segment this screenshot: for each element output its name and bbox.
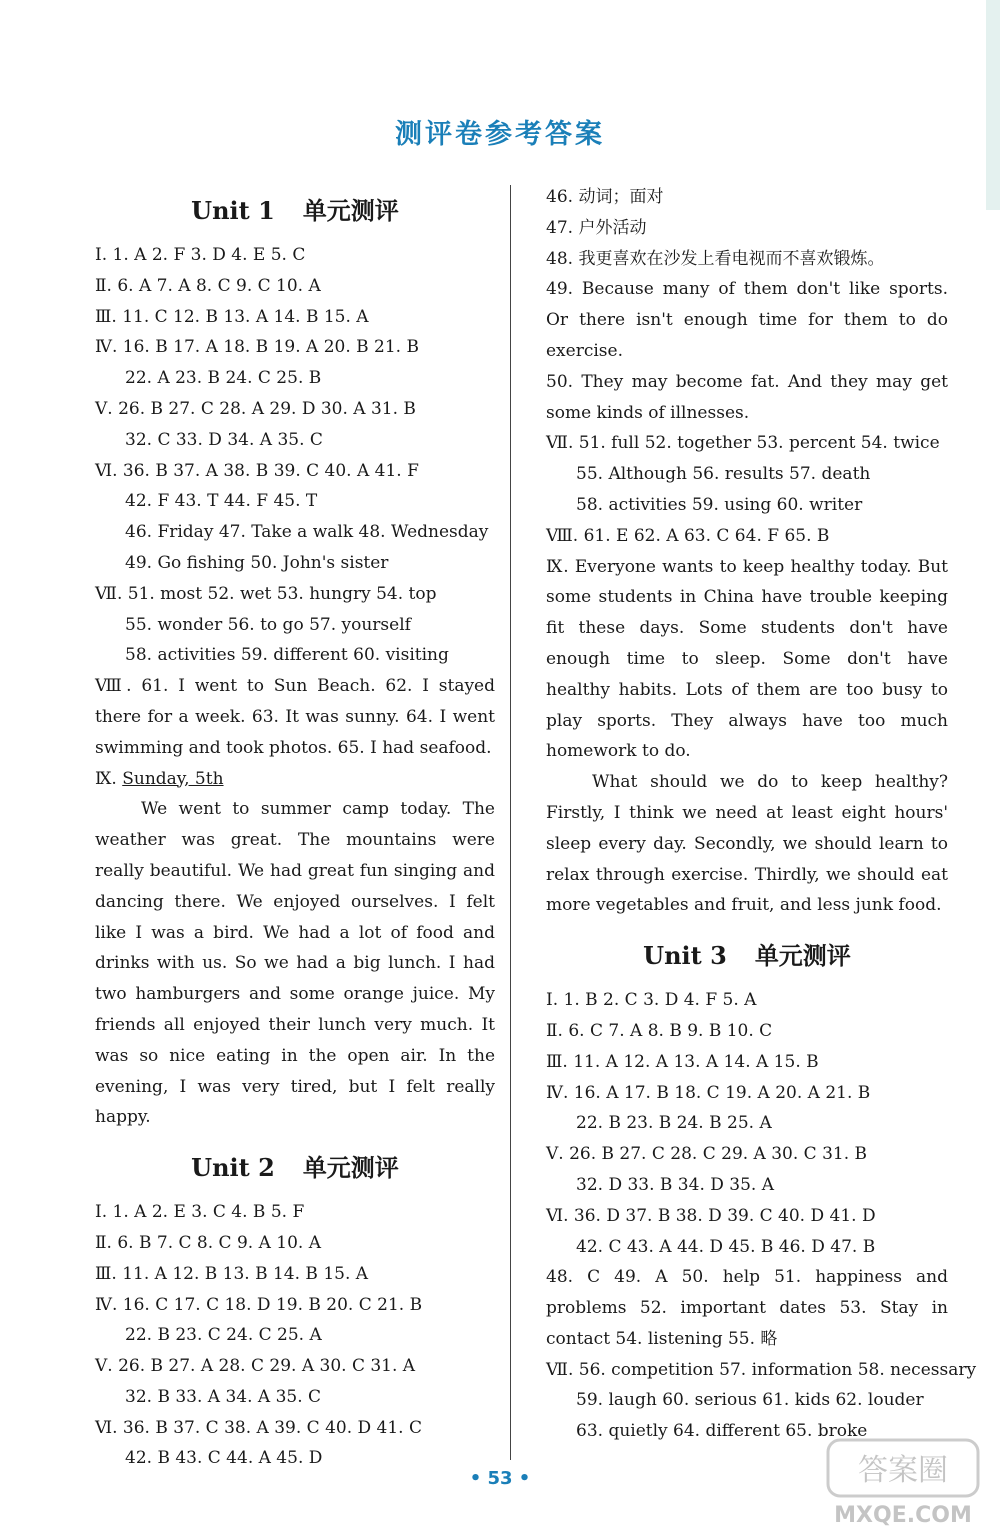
answer-line: 32. C 33. D 34. A 35. C [125, 429, 323, 450]
answer-q50: 50. They may become fat. And they may get some kinds of illnesses. [546, 371, 948, 423]
unit3-heading-unit: Unit 3 [643, 941, 727, 971]
watermark-logo [818, 1436, 988, 1532]
answer-line: Ⅶ. 51. most 52. wet 53. hungry 54. top [95, 583, 437, 604]
unit2-heading-text: 单元测评 [302, 1153, 399, 1183]
answer-line: 32. B 33. A 34. A 35. C [125, 1386, 322, 1407]
answer-line: 55. wonder 56. to go 57. yourself [125, 614, 411, 635]
answer-line: Ⅵ. 36. D 37. B 38. D 39. C 40. D 41. D [546, 1205, 876, 1226]
page-title: 测评卷参考答案 [395, 119, 605, 150]
right-column [546, 182, 977, 1447]
section-label: Ⅸ. [95, 768, 117, 789]
answer-line: Ⅳ. 16. C 17. C 18. D 19. B 20. C 21. B [95, 1294, 423, 1315]
answer-line: Ⅵ. 36. B 37. A 38. B 39. C 40. A 41. F [95, 460, 419, 481]
page-edge-strip [986, 0, 1000, 210]
answer-line: 46. Friday 47. Take a walk 48. Wednesday [125, 522, 489, 543]
answer-line: Ⅰ. 1. B 2. C 3. D 4. F 5. A [546, 990, 757, 1011]
answer-line: Ⅴ. 26. B 27. C 28. A 29. D 30. A 31. B [95, 398, 416, 419]
answer-line: 58. activities 59. different 60. visiting [125, 645, 449, 666]
answer-line: Ⅵ. 36. B 37. C 38. A 39. C 40. D 41. C [95, 1417, 422, 1438]
answer-line: Ⅴ. 26. B 27. A 28. C 29. A 30. C 31. A [95, 1356, 416, 1377]
answer-line: 58. activities 59. using 60. writer [576, 494, 863, 515]
answer-line: Ⅴ. 26. B 27. C 28. C 29. A 30. C 31. B [546, 1144, 868, 1165]
answer-line: Ⅲ. 11. A 12. A 13. A 14. A 15. B [546, 1051, 819, 1072]
answer-line: 48. 我更喜欢在沙发上看电视而不喜欢锻炼。 [546, 248, 885, 269]
answer-line: 22. B 23. C 24. C 25. A [125, 1325, 322, 1346]
section-label: Ⅸ. [546, 556, 569, 577]
answer-line: 55. Although 56. results 57. death [576, 464, 871, 485]
svg-text:答案圈: 答案圈 [858, 1453, 948, 1488]
unit2-heading [95, 1139, 495, 1197]
unit1-heading [95, 182, 495, 240]
answer-line: Ⅱ. 6. B 7. C 8. C 9. A 10. A [95, 1232, 321, 1253]
answer-line: 42. C 43. A 44. D 45. B 46. D 47. B [576, 1236, 876, 1257]
answer-line: 32. D 33. B 34. D 35. A [576, 1174, 774, 1195]
answer-line: 46. 动词；面对 [546, 187, 664, 207]
answer-line: Ⅱ. 6. A 7. A 8. C 9. C 10. A [95, 275, 321, 296]
answer-line: Ⅰ. 1. A 2. F 3. D 4. E 5. C [95, 245, 306, 265]
unit3-heading [546, 927, 948, 985]
answer-line: 42. F 43. T 44. F 45. T [125, 491, 318, 512]
unit1-heading-text: 单元测评 [302, 196, 399, 225]
answer-line: Ⅳ. 16. B 17. A 18. B 19. A 20. B 21. B [95, 337, 419, 358]
essay-p2 [546, 767, 948, 921]
answer-line: 49. Go fishing 50. John's sister [125, 552, 389, 573]
answer-line: Ⅱ. 6. C 7. A 8. B 9. B 10. C [546, 1020, 773, 1041]
essay-p1-text: Everyone wants to keep healthy today. But some students in China have trouble keeping fit these days. Some students don't have enough time to sleep. Some don't have healthy habits. Lots of them are too busy to play sports. They always have too much homework to do. [546, 556, 949, 762]
essay-p2-text: What should we do to keep healthy? Firstly, I think we need at least eight hours' sleep every day. Secondly, we should learn to relax through exercise. Thirdly, we should eat more vegetables and fruit, and less junk food. [546, 772, 948, 916]
answer-line: Ⅶ. 56. competition 57. information 58. necessary [546, 1359, 977, 1380]
diary-body: We went to summer camp today. The weather was great. The mountains were really beautiful. We had great fun singing and dancing there. We enjoyed ourselves. I felt like I was a bird. We had a lot of food and drinks with us. So we had a big lunch. I had two hamburgers and some orange juice. My friends all enjoyed their lunch very much. It was so nice eating in the open air. In the evening, I was very tired, but I felt really happy. [95, 799, 495, 1128]
answer-q49: 49. Because many of them don't like sports. Or there isn't enough time for them to do exercise. [546, 279, 948, 361]
left-column [95, 182, 495, 1474]
answer-line: Ⅷ. 61. E 62. A 63. C 64. F 65. B [546, 525, 830, 546]
unit3-heading-text: 单元测评 [754, 941, 851, 971]
answer-line: Ⅳ. 16. A 17. B 18. C 19. A 20. A 21. B [546, 1082, 871, 1103]
svg-text:MXQE.COM: MXQE.COM [834, 1503, 972, 1528]
answer-line: Ⅶ. 51. full 52. together 53. percent 54. twice [546, 433, 940, 454]
answer-line: 42. B 43. C 44. A 45. D [125, 1448, 323, 1469]
unit1-section9-header [95, 764, 495, 795]
column-divider [510, 185, 511, 1460]
answer-line: Ⅲ. 11. C 12. B 13. A 14. B 15. A [95, 306, 369, 327]
answer-line: Ⅰ. 1. A 2. E 3. C 4. B 5. F [95, 1202, 305, 1223]
answer-line: 22. B 23. B 24. B 25. A [576, 1113, 772, 1134]
unit2-heading-unit: Unit 2 [191, 1153, 275, 1183]
answer-line: 47. 户外活动 [546, 217, 647, 238]
diary-date: Sunday, 5th [122, 768, 224, 789]
answer-line: 22. A 23. B 24. C 25. B [125, 368, 322, 389]
diary-text [95, 794, 495, 1133]
answer-line: Ⅲ. 11. A 12. B 13. B 14. B 15. A [95, 1263, 369, 1284]
page-number: • 53 • [469, 1468, 531, 1489]
unit1-heading-unit: Unit 1 [191, 196, 275, 225]
essay-p1 [546, 552, 948, 768]
answer-q48-55: 48. C 49. A 50. help 51. happiness and problems 52. important dates 53. Stay in contact 54. listening 55. 略 [546, 1267, 948, 1349]
answer-line: 63. quietly 64. different 65. broke [576, 1421, 868, 1442]
unit1-section8: Ⅷ. 61. I went to Sun Beach. 62. I stayed there for a week. 63. It was sunny. 64. I went swimming and took photos. 65. I had seafood. [95, 676, 495, 758]
answer-line: 59. laugh 60. serious 61. kids 62. louder [576, 1390, 924, 1411]
